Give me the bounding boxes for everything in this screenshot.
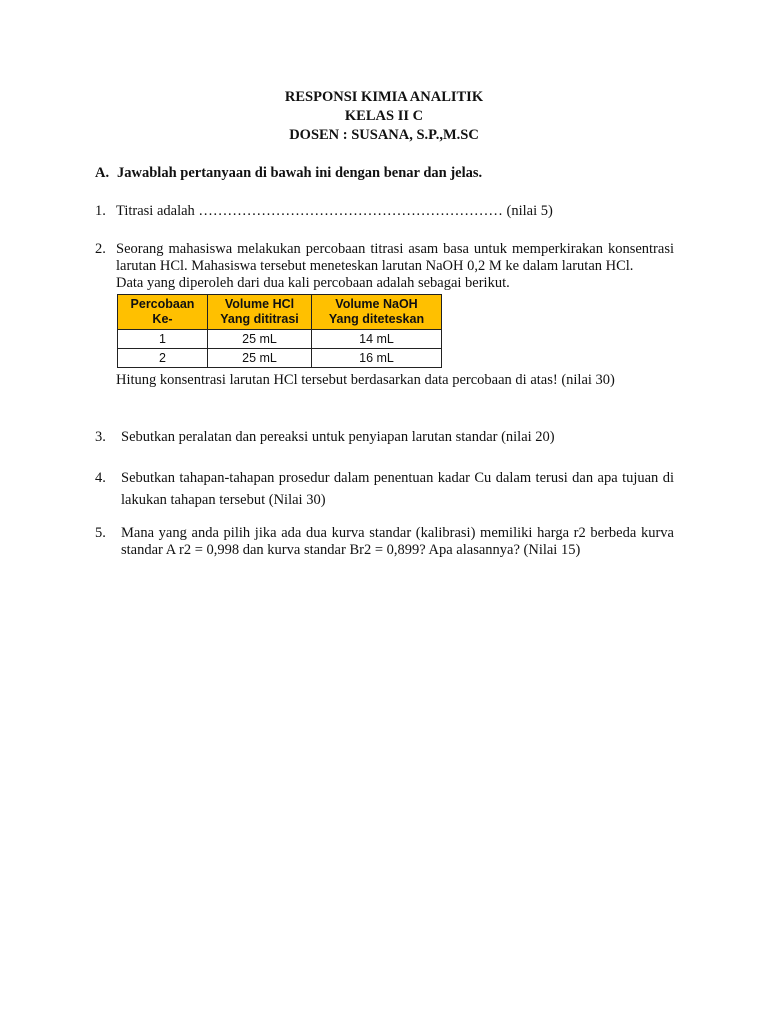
table-cell: 2 — [118, 349, 208, 368]
question-5 — [95, 525, 674, 559]
table-row — [118, 330, 442, 349]
question-number: 4. — [95, 470, 106, 486]
question-2 — [95, 241, 674, 389]
document-header — [0, 88, 768, 145]
header-lecturer: DOSEN : SUSANA, S.P.,M.SC — [289, 127, 479, 143]
titration-data-table — [117, 294, 442, 368]
section-heading — [95, 165, 482, 182]
header-title: RESPONSI KIMIA ANALITIK — [284, 89, 484, 105]
question-text: Seorang mahasiswa melakukan percobaan titrasi asam basa untuk memperkirakan konsentrasi larutan HCl. Mahasiswa tersebut meneteskan larutan NaOH 0,2 M ke dalam larutan HCl. — [116, 241, 674, 274]
table-cell: 16 mL — [312, 349, 442, 368]
header-cell-trial: Percobaan Ke- — [118, 295, 208, 330]
table-cell: 25 mL — [208, 349, 312, 368]
section-title: Jawablah pertanyaan di bawah ini dengan benar dan jelas. — [117, 165, 483, 181]
question-number: 2. — [95, 241, 106, 257]
header-cell-hcl-volume: Volume HCl Yang dititrasi — [208, 295, 312, 330]
table-header-row — [118, 295, 442, 330]
section-letter: A. — [95, 165, 110, 181]
table-cell: 1 — [118, 330, 208, 349]
header-class: KELAS II C — [344, 108, 424, 124]
data-intro: Data yang diperoleh dari dua kali percobaan adalah sebagai berikut. — [116, 275, 510, 291]
header-cell-naoh-volume: Volume NaOH Yang diteteskan — [312, 295, 442, 330]
table-cell: 25 mL — [208, 330, 312, 349]
question-1 — [95, 203, 674, 220]
table-cell: 14 mL — [312, 330, 442, 349]
question-instruction: Hitung konsentrasi larutan HCl tersebut berdasarkan data percobaan di atas! (nilai 30) — [116, 372, 615, 388]
question-text: Mana yang anda pilih jika ada dua kurva standar (kalibrasi) memiliki harga r2 berbeda kurva standar A r2 = 0,998 dan kurva standar Br2 = 0,899? Apa alasannya? (Nilai 15) — [121, 525, 674, 558]
question-number: 5. — [95, 525, 106, 541]
question-number: 1. — [95, 203, 106, 219]
table-row — [118, 349, 442, 368]
question-text: Titrasi adalah ……………………………………………………… (nilai 5) — [116, 203, 553, 219]
question-text: Sebutkan tahapan-tahapan prosedur dalam penentuan kadar Cu dalam terusi dan apa tujuan di lakukan tahapan tersebut (Nilai 30) — [121, 470, 674, 508]
question-4 — [95, 467, 674, 511]
question-text: Sebutkan peralatan dan pereaksi untuk penyiapan larutan standar (nilai 20) — [121, 429, 555, 445]
question-3 — [95, 429, 674, 446]
question-number: 3. — [95, 429, 106, 445]
